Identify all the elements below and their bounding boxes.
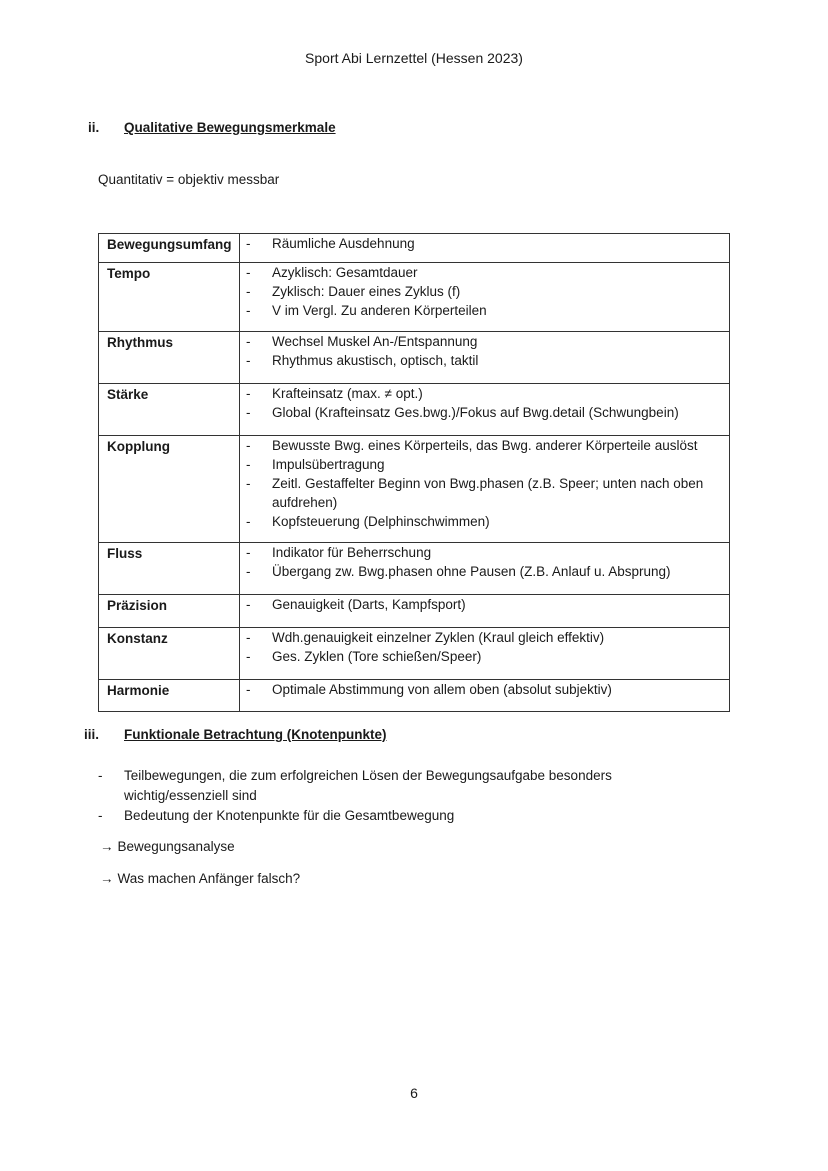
feature-description <box>240 628 730 680</box>
list-item: - Kopfsteuerung (Delphinschwimmen) <box>240 512 725 531</box>
movement-features-table <box>98 233 730 712</box>
feature-term: Kopplung <box>99 436 240 543</box>
arrow-note-text: Was machen Anfänger falsch? <box>117 871 301 886</box>
list-item: - Wechsel Muskel An-/Entspannung <box>240 332 725 351</box>
feature-term: Präzision <box>99 595 240 628</box>
feature-description <box>240 680 730 712</box>
list-item: - Indikator für Beherrschung <box>240 543 725 562</box>
list-item: - Rhythmus akustisch, optisch, taktil <box>240 351 725 370</box>
feature-term: Fluss <box>99 543 240 595</box>
table-row <box>99 680 730 712</box>
feature-description <box>240 263 730 332</box>
feature-description <box>240 543 730 595</box>
list-item: - Azyklisch: Gesamtdauer <box>240 263 725 282</box>
page-header: Sport Abi Lernzettel (Hessen 2023) <box>305 50 523 66</box>
section-iii-number: iii. <box>84 727 100 742</box>
table-row <box>99 595 730 628</box>
functional-bullet-list <box>98 766 658 826</box>
table-row <box>99 332 730 384</box>
section-ii-number: ii. <box>88 120 100 135</box>
table-row <box>99 436 730 543</box>
list-item: - Zeitl. Gestaffelter Beginn von Bwg.phasen (z.B. Speer; unten nach oben aufdrehen) <box>240 474 725 512</box>
table-row <box>99 384 730 436</box>
list-item: - Ges. Zyklen (Tore schießen/Speer) <box>240 647 725 666</box>
list-item: - Bewusste Bwg. eines Körperteils, das Bwg. anderer Körperteile auslöst <box>240 436 725 455</box>
feature-term: Harmonie <box>99 680 240 712</box>
list-item: - Genauigkeit (Darts, Kampfsport) <box>240 595 725 614</box>
arrow-note <box>100 839 235 854</box>
feature-description <box>240 384 730 436</box>
table-row <box>99 263 730 332</box>
feature-description <box>240 436 730 543</box>
feature-term: Rhythmus <box>99 332 240 384</box>
list-item: - Räumliche Ausdehnung <box>240 234 725 253</box>
list-item: - Übergang zw. Bwg.phasen ohne Pausen (Z.B. Anlauf u. Absprung) <box>240 562 725 581</box>
list-item: - Zyklisch: Dauer eines Zyklus (f) <box>240 282 725 301</box>
table-row <box>99 234 730 263</box>
list-item: - Teilbewegungen, die zum erfolgreichen Lösen der Bewegungsaufgabe besonders wichtig/essenziell sind <box>98 766 658 806</box>
list-item: - Krafteinsatz (max. ≠ opt.) <box>240 384 725 403</box>
page-number: 6 <box>410 1085 418 1101</box>
list-item: - Wdh.genauigkeit einzelner Zyklen (Kraul gleich effektiv) <box>240 628 725 647</box>
arrow-note <box>100 871 300 886</box>
feature-term: Tempo <box>99 263 240 332</box>
feature-term: Bewegungsumfang <box>99 234 240 263</box>
list-item: - Global (Krafteinsatz Ges.bwg.)/Fokus auf Bwg.detail (Schwungbein) <box>240 403 725 422</box>
feature-term: Konstanz <box>99 628 240 680</box>
section-iii-title: Funktionale Betrachtung (Knotenpunkte) <box>124 727 387 742</box>
table-row <box>99 628 730 680</box>
list-item: - Bedeutung der Knotenpunkte für die Gesamtbewegung <box>98 806 658 826</box>
feature-description <box>240 332 730 384</box>
list-item: - Impulsübertragung <box>240 455 725 474</box>
intro-text: Quantitativ = objektiv messbar <box>98 172 280 187</box>
section-ii-title: Qualitative Bewegungsmerkmale <box>124 120 336 135</box>
list-item: - Optimale Abstimmung von allem oben (absolut subjektiv) <box>240 680 725 699</box>
arrow-note-text: Bewegungsanalyse <box>117 839 235 854</box>
table-row <box>99 543 730 595</box>
arrow-right-icon: → <box>100 871 114 886</box>
feature-description <box>240 595 730 628</box>
arrow-right-icon: → <box>100 839 114 854</box>
list-item: - V im Vergl. Zu anderen Körperteilen <box>240 301 725 320</box>
feature-term: Stärke <box>99 384 240 436</box>
feature-description <box>240 234 730 263</box>
